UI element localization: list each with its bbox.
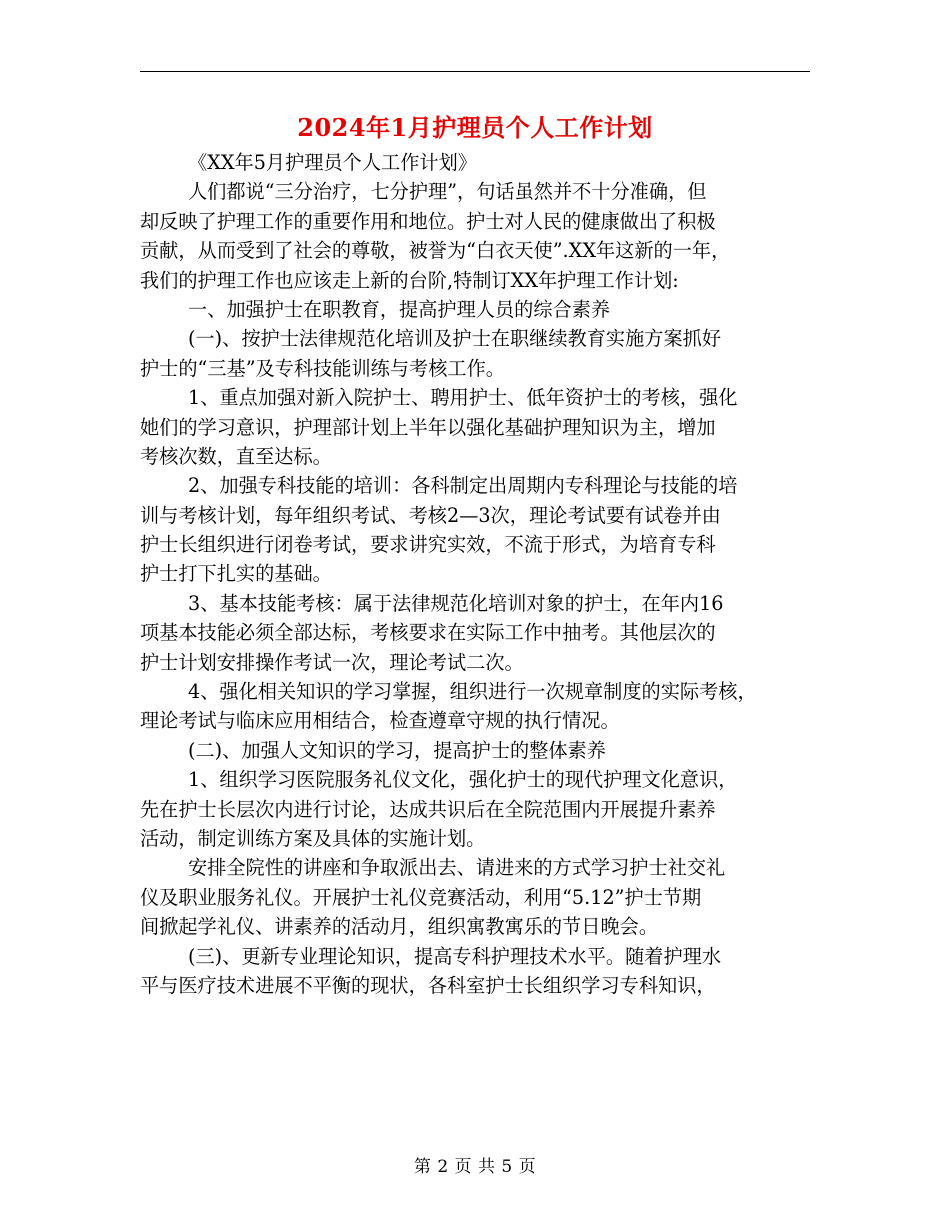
text-line: 间掀起学礼仪、讲素养的活动月，组织寓教寓乐的节日晚会。 bbox=[140, 915, 659, 939]
text-line: 护士计划安排操作考试一次，理论考试二次。 bbox=[140, 650, 524, 674]
text-line: 护士打下扎实的基础。 bbox=[140, 562, 332, 586]
document-body bbox=[140, 148, 812, 1000]
text-line: 1、组织学习医院服务礼仪文化，强化护士的现代护理文化意识， bbox=[188, 768, 738, 792]
text-line: (二)、加强人文知识的学习，提高护士的整体素养 bbox=[188, 738, 606, 762]
text-line: 2、加强专科技能的培训：各科制定出周期内专科理论与技能的培 bbox=[188, 474, 738, 498]
text-line: 训与考核计划，每年组织考试、考核2—3次，理论考试要有试卷并由 bbox=[140, 503, 721, 527]
document-title: 2024年1月护理员个人工作计划 bbox=[297, 113, 653, 142]
text-line: 项基本技能必须全部达标，考核要求在实际工作中抽考。其他层次的 bbox=[140, 621, 716, 645]
page-footer: 第 2 页 共 5 页 bbox=[413, 1157, 537, 1177]
text-line: 《XX年5月护理员个人工作计划》 bbox=[188, 151, 477, 174]
text-line: 平与医疗技术进展不平衡的现状，各科室护士长组织学习专科知识， bbox=[140, 973, 716, 997]
text-line: 理论考试与临床应用相结合，检查遵章守规的执行情况。 bbox=[140, 709, 620, 733]
text-line: 考核次数，直至达标。 bbox=[140, 444, 332, 468]
text-line: 人们都说“三分治疗，七分护理”，句话虽然并不十分准确，但 bbox=[188, 180, 707, 204]
text-line: 活动，制定训练方案及具体的实施计划。 bbox=[140, 826, 486, 850]
text-line: (三)、更新专业理论知识，提高专科护理技术水平。随着护理水 bbox=[188, 944, 722, 968]
text-line: 却反映了护理工作的重要作用和地位。护士对人民的健康做出了积极 bbox=[140, 209, 716, 233]
text-line: 安排全院性的讲座和争取派出去、请进来的方式学习护士社交礼 bbox=[188, 856, 726, 880]
text-line: 先在护士长层次内进行讨论，达成共识后在全院范围内开展提升素养 bbox=[140, 797, 716, 821]
text-line: 护士长组织进行闭卷考试，要求讲究实效，不流于形式，为培育专科 bbox=[140, 533, 716, 557]
text-line: 贡献，从而受到了社会的尊敬，被誉为“白衣天使”.XX年这新的一年， bbox=[140, 239, 731, 263]
text-line: (一)、按护士法律规范化培训及护士在职继续教育实施方案抓好 bbox=[188, 327, 722, 351]
text-line: 4、强化相关知识的学习掌握，组织进行一次规章制度的实际考核， bbox=[188, 680, 757, 704]
text-line: 3、基本技能考核：属于法律规范化培训对象的护士，在年内16 bbox=[188, 591, 724, 615]
text-line: 一、加强护士在职教育，提高护理人员的综合素养 bbox=[188, 297, 611, 321]
text-line: 她们的学习意识，护理部计划上半年以强化基础护理知识为主，增加 bbox=[140, 415, 716, 439]
text-line: 我们的护理工作也应该走上新的台阶,特制订XX年护理工作计划: bbox=[140, 268, 679, 292]
text-line: 仪及职业服务礼仪。开展护士礼仪竞赛活动，利用“5.12”护士节期 bbox=[140, 885, 702, 909]
text-line: 1、重点加强对新入院护士、聘用护士、低年资护士的考核，强化 bbox=[188, 386, 738, 410]
header-rule bbox=[140, 71, 810, 72]
text-line: 护士的“三基”及专科技能训练与考核工作。 bbox=[140, 356, 505, 380]
